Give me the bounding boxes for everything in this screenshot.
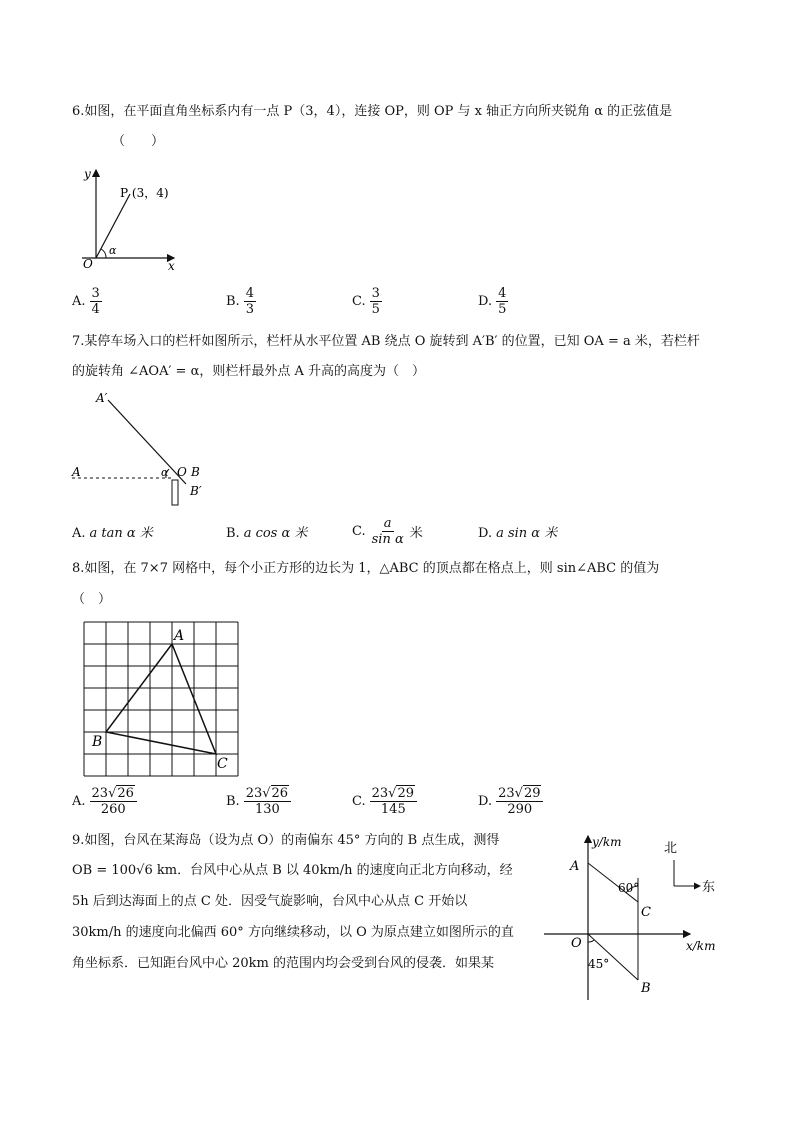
q8-c-label: C bbox=[217, 756, 228, 772]
q7-a-label: A bbox=[72, 465, 81, 479]
q7-b-prime-label: B′ bbox=[190, 484, 202, 498]
q8-option-b[interactable]: B. $\frac{23√26}{130}$ bbox=[226, 786, 291, 817]
q6-option-d[interactable]: D. $\frac{4}{5}$ bbox=[478, 286, 507, 317]
fraction: $\frac{3}{4}$ bbox=[91, 286, 100, 317]
q9-stem-line2: OB = 100√6 km．台风中心从点 B 以 40km/h 的速度向正北方向移动，经 bbox=[72, 863, 513, 878]
q6-option-a[interactable]: A. $\frac{3}{4}$ bbox=[72, 286, 100, 317]
q8-a-label: A bbox=[174, 628, 185, 644]
q8-b-label: B bbox=[92, 734, 103, 750]
q9-stem-line4: 30km/h 的速度向北偏西 60° 方向继续移动，以 O 为原点建立如图所示的直 bbox=[72, 925, 514, 940]
q9-y-axis-label: y/km bbox=[592, 835, 622, 849]
q9-b-label: B bbox=[641, 981, 651, 996]
q6-option-b[interactable]: B. $\frac{4}{3}$ bbox=[226, 286, 254, 317]
q8-option-c[interactable]: C. $\frac{23√29}{145}$ bbox=[352, 786, 417, 817]
q9-x-axis-label: x/km bbox=[686, 939, 716, 953]
q6-x-label: x bbox=[168, 259, 175, 273]
q8-answer-paren: （ ） bbox=[72, 592, 112, 607]
q7-alpha-label: α bbox=[161, 466, 169, 479]
q7-stem-line1: 7.某停车场入口的栏杆如图所示，栏杆从水平位置 AB 绕点 O 旋转到 A′B′ 的位置，已知 OA = a 米，若栏杆 bbox=[72, 334, 700, 349]
q9-angle45-label: 45° bbox=[588, 957, 610, 971]
q7-a-prime-label: A′ bbox=[96, 391, 108, 405]
q7-barrier-figure bbox=[68, 388, 218, 513]
q9-o-label: O bbox=[571, 936, 582, 951]
fraction: $\frac{23√29}{290}$ bbox=[496, 786, 543, 817]
fraction: $\frac{23√26}{260}$ bbox=[90, 786, 137, 817]
q6-point-p-label: P (3，4) bbox=[120, 186, 169, 200]
q6-origin-label: O bbox=[83, 257, 93, 271]
q9-stem-line3: 5h 后到达海面上的点 C 处．因受气旋影响，台风中心从点 C 开始以 bbox=[72, 894, 468, 909]
q7-option-c[interactable]: C. $\frac{a}{\text{sin α}}$ 米 bbox=[352, 516, 423, 547]
q9-typhoon-figure bbox=[540, 828, 724, 1004]
q8-option-d[interactable]: D. $\frac{23√29}{290}$ bbox=[478, 786, 543, 817]
q9-c-label: C bbox=[641, 905, 651, 920]
q9-north-label: 北 bbox=[664, 841, 678, 856]
q9-stem-line5: 角坐标系．已知距台风中心 20km 的范围内均会受到台风的侵袭．如果某 bbox=[72, 956, 495, 971]
q8-grid-figure bbox=[80, 618, 246, 778]
q8-stem: 8.如图，在 7×7 网格中，每个小正方形的边长为 1，△ABC 的顶点都在格点上，则 sin∠ABC 的值为 bbox=[72, 561, 660, 576]
fraction: $\frac{4}{5}$ bbox=[498, 286, 507, 317]
fraction: $\frac{23√29}{145}$ bbox=[370, 786, 417, 817]
q9-angle60-label: 60° bbox=[618, 881, 640, 895]
q7-stem-line2: 的旋转角 ∠AOA′ = α，则栏杆最外点 A 升高的高度为（ ） bbox=[72, 364, 425, 379]
q6-answer-paren: （ ） bbox=[112, 134, 165, 149]
q9-stem-line1: 9.如图，台风在某海岛（设为点 O）的南偏东 45° 方向的 B 点生成，测得 bbox=[72, 833, 500, 848]
q9-east-label: 东 bbox=[702, 880, 716, 895]
q8-triangle-abc bbox=[106, 644, 216, 754]
q9-a-label: A bbox=[570, 859, 580, 874]
q6-stem: 6.如图，在平面直角坐标系内有一点 P（3，4），连接 OP，则 OP 与 x 轴正方向所夹锐角 α 的正弦值是 bbox=[72, 104, 673, 119]
fraction: $\frac{23√26}{130}$ bbox=[244, 786, 291, 817]
q6-coordinate-figure bbox=[76, 164, 186, 276]
fraction: $\frac{a}{\text{sin α}}$ bbox=[371, 516, 404, 547]
fraction: $\frac{3}{5}$ bbox=[371, 286, 380, 317]
q7-option-b[interactable]: B. a cos α 米 bbox=[226, 526, 308, 541]
q7-option-a[interactable]: A. a tan α 米 bbox=[72, 526, 153, 541]
q8-option-a[interactable]: A. $\frac{23√26}{260}$ bbox=[72, 786, 137, 817]
fraction: $\frac{4}{3}$ bbox=[245, 286, 254, 317]
q6-y-label: y bbox=[84, 167, 91, 181]
q7-rotated-bar bbox=[108, 400, 186, 484]
q7-post bbox=[172, 480, 178, 505]
q7-b-label: B bbox=[191, 465, 200, 479]
q6-alpha-label: α bbox=[109, 244, 117, 257]
q7-o-label: O bbox=[177, 465, 187, 479]
q7-option-d[interactable]: D. a sin α 米 bbox=[478, 526, 558, 541]
q6-option-c[interactable]: C. $\frac{3}{5}$ bbox=[352, 286, 380, 317]
